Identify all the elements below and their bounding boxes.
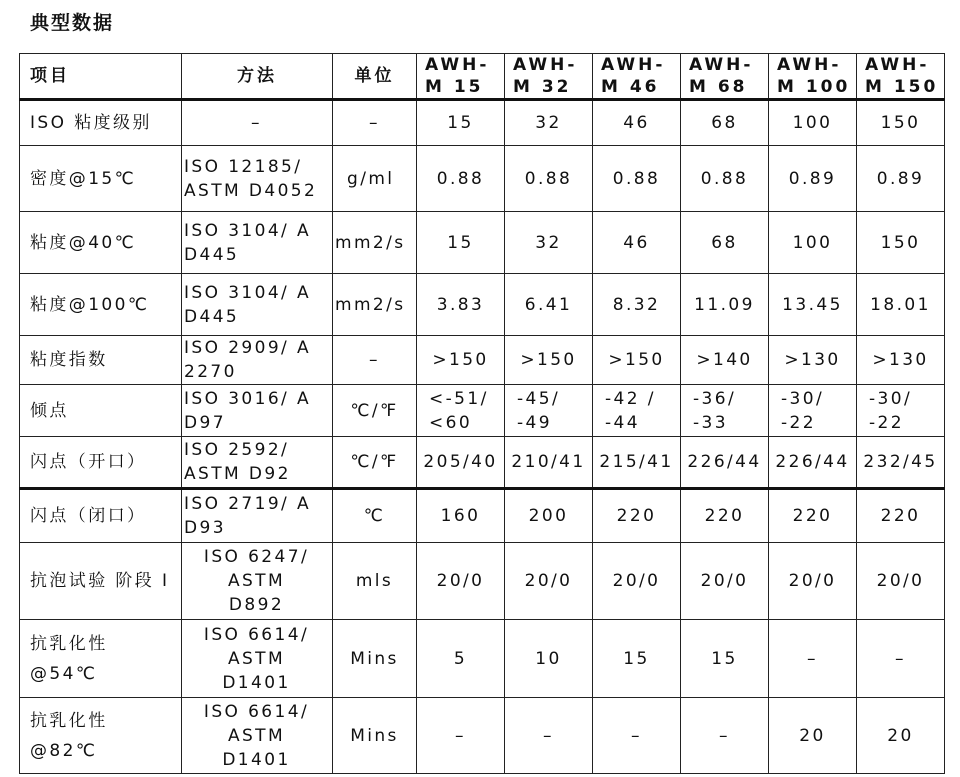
row-value: <-51/ <60 [417, 385, 505, 437]
row-value: 0.88 [417, 146, 505, 212]
row-method: ISO 3104/ A D445 [182, 212, 333, 274]
row-value: 15 [593, 620, 681, 698]
row-unit: – [333, 336, 417, 385]
row-value: – [505, 698, 593, 774]
row-value: 32 [505, 100, 593, 146]
row-value: – [681, 698, 769, 774]
row-unit: mls [333, 543, 417, 620]
row-value: 15 [417, 100, 505, 146]
row-value: >150 [593, 336, 681, 385]
row-value: 20/0 [417, 543, 505, 620]
row-value: 20 [769, 698, 857, 774]
row-item: 密度@15℃ [20, 146, 182, 212]
row-method: ISO 12185/ ASTM D4052 [182, 146, 333, 212]
row-value: >150 [417, 336, 505, 385]
header-row [20, 54, 945, 100]
row-value: 0.89 [857, 146, 945, 212]
row-value: >130 [769, 336, 857, 385]
row-item: 闪点（开口） [20, 437, 182, 489]
table-row [20, 212, 945, 274]
row-value: 0.88 [505, 146, 593, 212]
row-value: 15 [417, 212, 505, 274]
row-value: 20/0 [857, 543, 945, 620]
row-value: -30/ -22 [769, 385, 857, 437]
table-row [20, 100, 945, 146]
header-grade: AWH- M 15 [417, 54, 505, 100]
header-grade: AWH- M 150 [857, 54, 945, 100]
table-row [20, 698, 945, 774]
row-item: 倾点 [20, 385, 182, 437]
row-value: 0.88 [681, 146, 769, 212]
row-value: 8.32 [593, 274, 681, 336]
row-value: 226/44 [769, 437, 857, 489]
row-value: 210/41 [505, 437, 593, 489]
row-value: 68 [681, 212, 769, 274]
row-value: 205/40 [417, 437, 505, 489]
row-value: 0.88 [593, 146, 681, 212]
row-unit: Mins [333, 698, 417, 774]
row-value: 3.83 [417, 274, 505, 336]
header-grade: AWH- M 68 [681, 54, 769, 100]
row-value: – [417, 698, 505, 774]
row-value: 150 [857, 212, 945, 274]
row-method: ISO 3104/ A D445 [182, 274, 333, 336]
row-item: 粘度指数 [20, 336, 182, 385]
table-row [20, 385, 945, 437]
row-method: ISO 6614/ ASTM D1401 [182, 620, 333, 698]
row-value: >150 [505, 336, 593, 385]
row-value: 20/0 [505, 543, 593, 620]
row-value: 13.45 [769, 274, 857, 336]
row-value: – [857, 620, 945, 698]
row-value: – [593, 698, 681, 774]
row-value: 10 [505, 620, 593, 698]
row-item: 抗乳化性 @82℃ [20, 698, 182, 774]
row-value: 220 [593, 489, 681, 543]
typical-data-table [19, 53, 945, 774]
table-row [20, 274, 945, 336]
row-value: 100 [769, 100, 857, 146]
row-value: 220 [681, 489, 769, 543]
row-value: >140 [681, 336, 769, 385]
row-unit: ℃/℉ [333, 437, 417, 489]
row-unit: ℃/℉ [333, 385, 417, 437]
row-value: -42 / -44 [593, 385, 681, 437]
row-value: 160 [417, 489, 505, 543]
row-method: – [182, 100, 333, 146]
row-item: ISO 粘度级别 [20, 100, 182, 146]
row-unit: – [333, 100, 417, 146]
row-value: 18.01 [857, 274, 945, 336]
page-title: 典型数据 [30, 12, 115, 34]
row-value: 46 [593, 100, 681, 146]
row-method: ISO 2719/ A D93 [182, 489, 333, 543]
header-unit: 单位 [333, 54, 417, 100]
header-grade: AWH- M 32 [505, 54, 593, 100]
row-unit: g/ml [333, 146, 417, 212]
row-value: 232/45 [857, 437, 945, 489]
row-unit: ℃ [333, 489, 417, 543]
row-method: ISO 6247/ ASTM D892 [182, 543, 333, 620]
header-grade: AWH- M 46 [593, 54, 681, 100]
row-item: 抗泡试验 阶段 I [20, 543, 182, 620]
row-value: – [769, 620, 857, 698]
header-method: 方法 [182, 54, 333, 100]
row-value: >130 [857, 336, 945, 385]
row-value: 32 [505, 212, 593, 274]
row-value: 20 [857, 698, 945, 774]
row-value: 11.09 [681, 274, 769, 336]
table-row [20, 437, 945, 489]
row-method: ISO 6614/ ASTM D1401 [182, 698, 333, 774]
header-grade: AWH- M 100 [769, 54, 857, 100]
row-value: 20/0 [593, 543, 681, 620]
row-value: 100 [769, 212, 857, 274]
row-value: 20/0 [681, 543, 769, 620]
row-unit: mm2/s [333, 274, 417, 336]
table-row [20, 489, 945, 543]
row-value: 215/41 [593, 437, 681, 489]
row-item: 抗乳化性 @54℃ [20, 620, 182, 698]
row-value: 5 [417, 620, 505, 698]
table-row [20, 620, 945, 698]
row-value: -36/ -33 [681, 385, 769, 437]
row-unit: mm2/s [333, 212, 417, 274]
row-value: 15 [681, 620, 769, 698]
row-value: 200 [505, 489, 593, 543]
row-value: 226/44 [681, 437, 769, 489]
row-value: 220 [769, 489, 857, 543]
row-value: 46 [593, 212, 681, 274]
row-value: -45/ -49 [505, 385, 593, 437]
row-item: 粘度@100℃ [20, 274, 182, 336]
row-value: -30/ -22 [857, 385, 945, 437]
row-method: ISO 2909/ A 2270 [182, 336, 333, 385]
row-value: 0.89 [769, 146, 857, 212]
row-method: ISO 2592/ ASTM D92 [182, 437, 333, 489]
row-item: 粘度@40℃ [20, 212, 182, 274]
row-value: 150 [857, 100, 945, 146]
row-value: 68 [681, 100, 769, 146]
row-unit: Mins [333, 620, 417, 698]
row-method: ISO 3016/ A D97 [182, 385, 333, 437]
row-item: 闪点（闭口） [20, 489, 182, 543]
header-item: 项目 [20, 54, 182, 100]
row-value: 220 [857, 489, 945, 543]
table-row [20, 543, 945, 620]
table-row [20, 146, 945, 212]
table-row [20, 336, 945, 385]
row-value: 20/0 [769, 543, 857, 620]
row-value: 6.41 [505, 274, 593, 336]
